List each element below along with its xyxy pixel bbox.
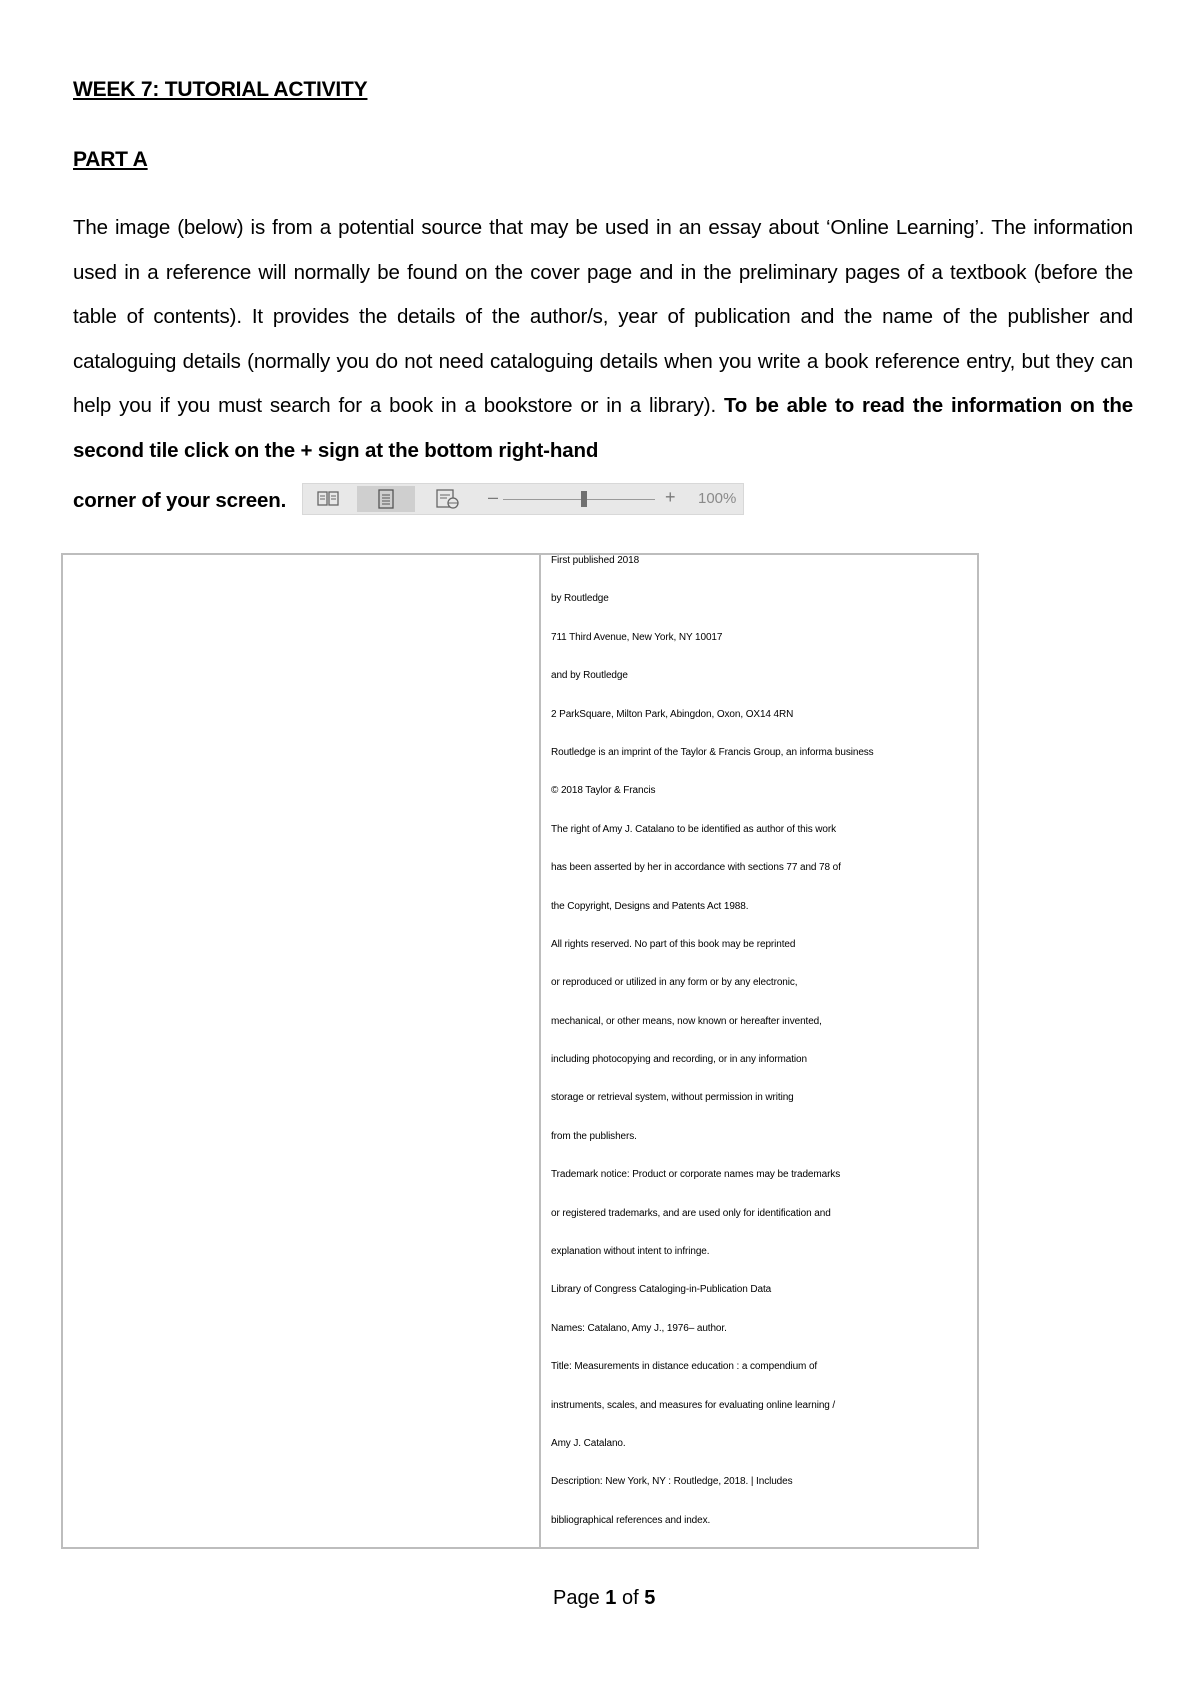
- zoom-level: 100%: [698, 490, 737, 507]
- zoom-toolbar-image: [302, 483, 744, 515]
- copyright-line: including photocopying and recording, or in any information: [551, 1054, 807, 1066]
- page-divider: [539, 553, 541, 1549]
- footer-page-word: Page: [553, 1587, 606, 1609]
- zoom-minus-icon: –: [488, 487, 499, 507]
- intro-paragraph: [73, 206, 1133, 474]
- copyright-line: Names: Catalano, Amy J., 1976– author.: [551, 1322, 727, 1334]
- copyright-line: Amy J. Catalano.: [551, 1437, 626, 1449]
- copyright-line: Routledge is an imprint of the Taylor & Francis Group, an informa business: [551, 746, 874, 758]
- page-title: WEEK 7: TUTORIAL ACTIVITY: [73, 78, 368, 101]
- copyright-line: has been asserted by her in accordance with sections 77 and 78 of: [551, 862, 841, 874]
- zoom-slider-track: [503, 499, 655, 500]
- copyright-line: from the publishers.: [551, 1130, 637, 1142]
- copyright-line: or reproduced or utilized in any form or by any electronic,: [551, 977, 798, 989]
- copyright-line: The right of Amy J. Catalano to be identified as author of this work: [551, 823, 837, 835]
- page-footer: [553, 1587, 655, 1610]
- copyright-line: bibliographical references and index.: [551, 1514, 711, 1526]
- copyright-line: by Routledge: [551, 593, 609, 605]
- intro-text: The image (below) is from a potential source that may be used in an essay about ‘Online Learning’. The information used in a reference will normally be found on the cover page and in the preliminary pages of a textbook (before the table of contents). It provides the details of the author/s, year of publication and the name of the publisher and cataloguing details (normally you do not need cataloguing details when you write a book reference entry, but they can help you if you must search for a book in a bookstore or in a library).: [73, 216, 1133, 418]
- copyright-line: 2 ParkSquare, Milton Park, Abingdon, Oxon, OX14 4RN: [551, 708, 794, 720]
- copyright-page: [551, 554, 971, 1552]
- copyright-line: storage or retrieval system, without permission in writing: [551, 1092, 794, 1104]
- read-mode-icon: [313, 486, 343, 512]
- section-heading: PART A: [73, 148, 148, 171]
- print-layout-icon: [357, 486, 415, 512]
- copyright-line: Title: Measurements in distance education : a compendium of: [551, 1361, 818, 1373]
- intro-instruction: To be able to read the information on the second tile click on the + sign at the bottom right-hand: [73, 394, 1133, 462]
- copyright-line: © 2018 Taylor & Francis: [551, 785, 656, 797]
- copyright-line: mechanical, or other means, now known or hereafter invented,: [551, 1015, 822, 1027]
- footer-page-total: 5: [644, 1587, 656, 1609]
- copyright-line: All rights reserved. No part of this book may be reprinted: [551, 938, 796, 950]
- copyright-line: or registered trademarks, and are used only for identification and: [551, 1207, 831, 1219]
- copyright-line: 711 Third Avenue, New York, NY 10017: [551, 631, 723, 643]
- copyright-line: the Copyright, Designs and Patents Act 1988.: [551, 900, 749, 912]
- zoom-plus-icon: +: [665, 487, 676, 507]
- footer-page-number: 1: [605, 1587, 617, 1609]
- intro-instruction-end: corner of your screen.: [73, 489, 287, 512]
- copyright-line: Description: New York, NY : Routledge, 2018. | Includes: [551, 1476, 793, 1488]
- copyright-line: explanation without intent to infringe.: [551, 1246, 710, 1258]
- copyright-line: and by Routledge: [551, 670, 628, 682]
- copyright-line: instruments, scales, and measures for evaluating online learning /: [551, 1399, 836, 1411]
- web-layout-icon: [433, 486, 463, 512]
- footer-of-word: of: [616, 1587, 645, 1609]
- copyright-line: Library of Congress Cataloging-in-Publication Data: [551, 1284, 772, 1296]
- copyright-line: Trademark notice: Product or corporate names may be trademarks: [551, 1169, 841, 1181]
- zoom-slider-thumb: [581, 491, 587, 507]
- copyright-line: First published 2018: [551, 555, 640, 566]
